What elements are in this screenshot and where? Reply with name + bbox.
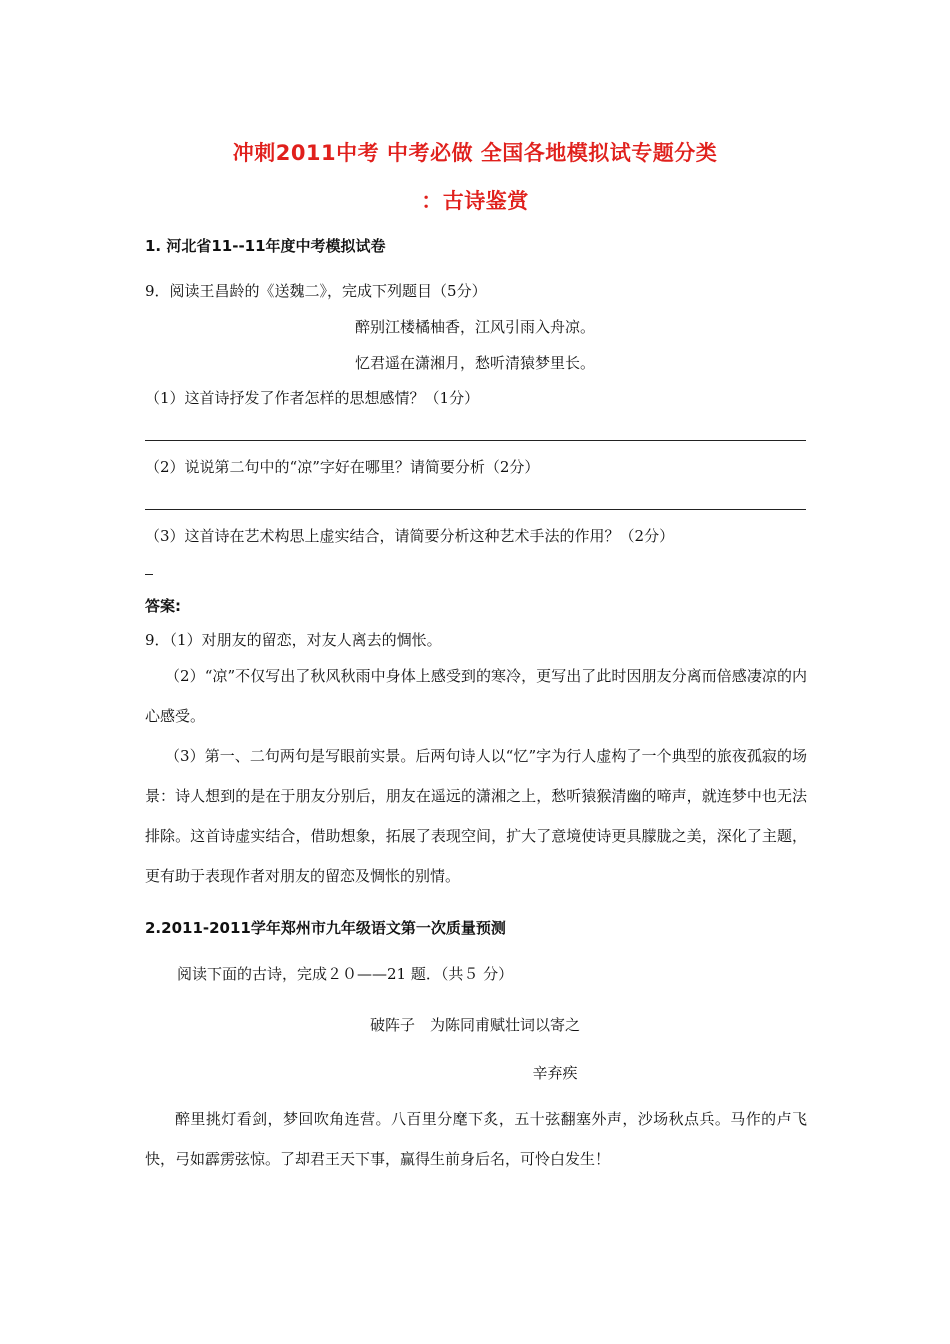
answer-line-1 (145, 440, 806, 441)
section1-heading: 1. 河北省11--11年度中考模拟试卷 (145, 237, 386, 255)
question-3: （3）这首诗在艺术构思上虚实结合，请简要分析这种艺术手法的作用？（2分） (145, 527, 675, 545)
section2-intro: 阅读下面的古诗，完成２０——21 题．（共５ 分） (177, 965, 514, 983)
poem-author: 辛弃疾 (532, 1064, 578, 1082)
document-subtitle: ：古诗鉴赏 (421, 189, 529, 213)
answer-blank-mark (145, 574, 153, 575)
document-title: 冲刺2011中考 中考必做 全国各地模拟试专题分类 (232, 141, 718, 165)
answer-2: （2）“凉”不仅写出了秋风秋雨中身体上感受到的寒冷，更写出了此时因朋友分离而倍感凄凉的内心感受。 (145, 667, 807, 725)
poem-body: 醉里挑灯看剑，梦回吹角连营。八百里分麾下炙，五十弦翻塞外声，沙场秋点兵。马作的卢飞快，弓如霹雳弦惊。了却君王天下事，赢得生前身后名，可怜白发生！ (145, 1110, 807, 1168)
poem-line-1: 醉别江楼橘柚香，江风引雨入舟凉。 (354, 318, 595, 336)
answer-1: 9．（1）对朋友的留恋，对友人离去的惆怅。 (145, 631, 442, 649)
section2-heading: 2.2011-2011学年郑州市九年级语文第一次质量预测 (145, 919, 506, 937)
poem-title: 破阵子 为陈同甫赋壮词以寄之 (369, 1016, 580, 1034)
question-2: （2）说说第二句中的“凉”字好在哪里？请简要分析（2分） (145, 458, 540, 476)
answer-label: 答案: (145, 597, 181, 615)
answer-3: （3）第一、二句两句是写眼前实景。后两句诗人以“忆”字为行人虚构了一个典型的旅夜孤寂的场景：诗人想到的是在于朋友分别后，朋友在遥远的潇湘之上，愁听猿猴清幽的啼声，就连梦中也无法排除。这首诗虚实结合，借助想象，拓展了表现空间，扩大了意境使诗更具朦胧之美，深化了主题，更有助于表现作者对朋友的留恋及惆怅的别情。 (145, 747, 807, 885)
poem-line-2: 忆君遥在潇湘月，愁听清猿梦里长。 (354, 354, 595, 372)
answer-line-2 (145, 509, 806, 510)
question-1: （1）这首诗抒发了作者怎样的思想感情？（1分） (145, 389, 480, 407)
question-9-intro: 9．阅读王昌龄的《送魏二》，完成下列题目（5分） (145, 282, 487, 300)
